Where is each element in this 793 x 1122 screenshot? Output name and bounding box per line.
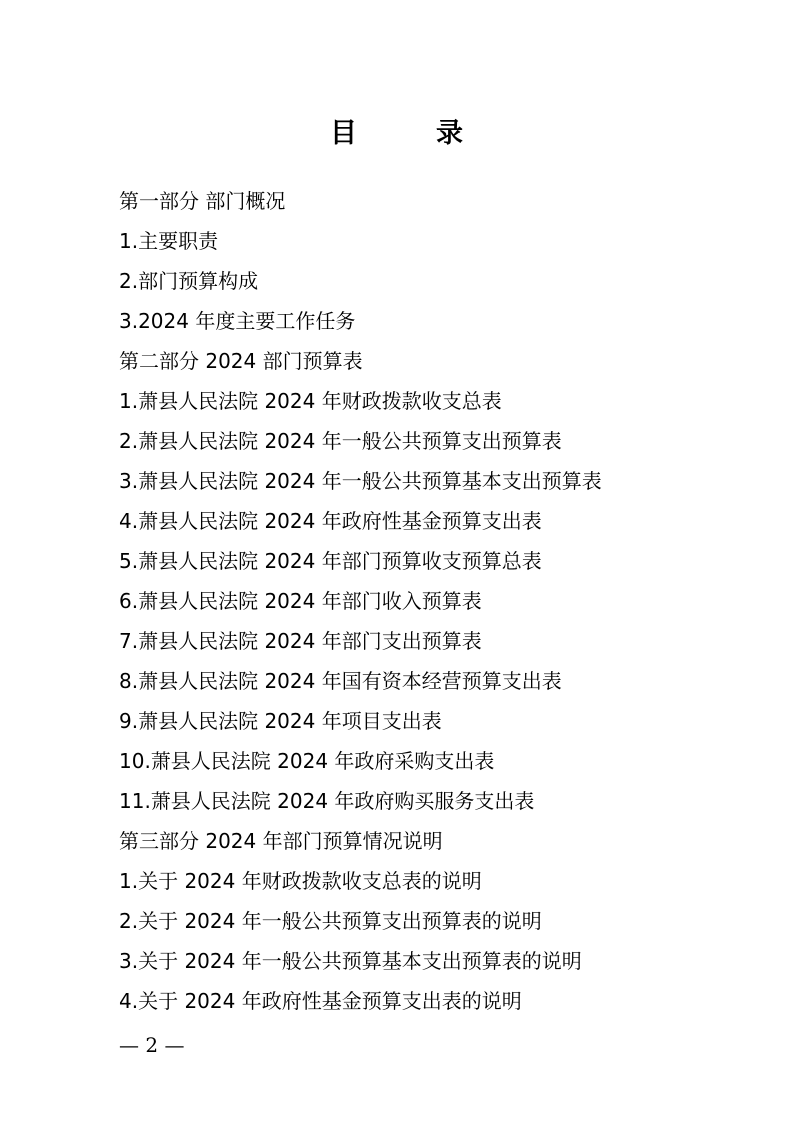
page-title: 目 录 bbox=[330, 118, 489, 150]
page-number: — 2 — bbox=[119, 1033, 185, 1057]
toc-item: 7.萧县人民法院 2024 年部门支出预算表 bbox=[119, 629, 482, 653]
toc-section-2: 第二部分 2024 部门预算表 bbox=[119, 349, 363, 373]
toc-item: 3.2024 年度主要工作任务 bbox=[119, 309, 356, 333]
toc-item: 4.关于 2024 年政府性基金预算支出表的说明 bbox=[119, 989, 522, 1013]
toc-item: 2.部门预算构成 bbox=[119, 269, 259, 293]
toc-item: 11.萧县人民法院 2024 年政府购买服务支出表 bbox=[119, 789, 535, 813]
toc-section-1: 第一部分 部门概况 bbox=[119, 189, 286, 213]
toc-item: 1.萧县人民法院 2024 年财政拨款收支总表 bbox=[119, 389, 502, 413]
toc-item: 2.关于 2024 年一般公共预算支出预算表的说明 bbox=[119, 909, 542, 933]
toc-item: 3.关于 2024 年一般公共预算基本支出预算表的说明 bbox=[119, 949, 582, 973]
toc-item: 8.萧县人民法院 2024 年国有资本经营预算支出表 bbox=[119, 669, 562, 693]
toc-section-3: 第三部分 2024 年部门预算情况说明 bbox=[119, 829, 443, 853]
toc-item: 2.萧县人民法院 2024 年一般公共预算支出预算表 bbox=[119, 429, 562, 453]
toc-item: 6.萧县人民法院 2024 年部门收入预算表 bbox=[119, 589, 482, 613]
toc-item: 3.萧县人民法院 2024 年一般公共预算基本支出预算表 bbox=[119, 469, 602, 493]
toc-item: 9.萧县人民法院 2024 年项目支出表 bbox=[119, 709, 442, 733]
toc-item: 4.萧县人民法院 2024 年政府性基金预算支出表 bbox=[119, 509, 542, 533]
toc-item: 1.主要职责 bbox=[119, 229, 219, 253]
toc-item: 10.萧县人民法院 2024 年政府采购支出表 bbox=[119, 749, 495, 773]
toc-item: 1.关于 2024 年财政拨款收支总表的说明 bbox=[119, 869, 482, 893]
table-of-contents bbox=[119, 184, 759, 1024]
toc-item: 5.萧县人民法院 2024 年部门预算收支预算总表 bbox=[119, 549, 542, 573]
